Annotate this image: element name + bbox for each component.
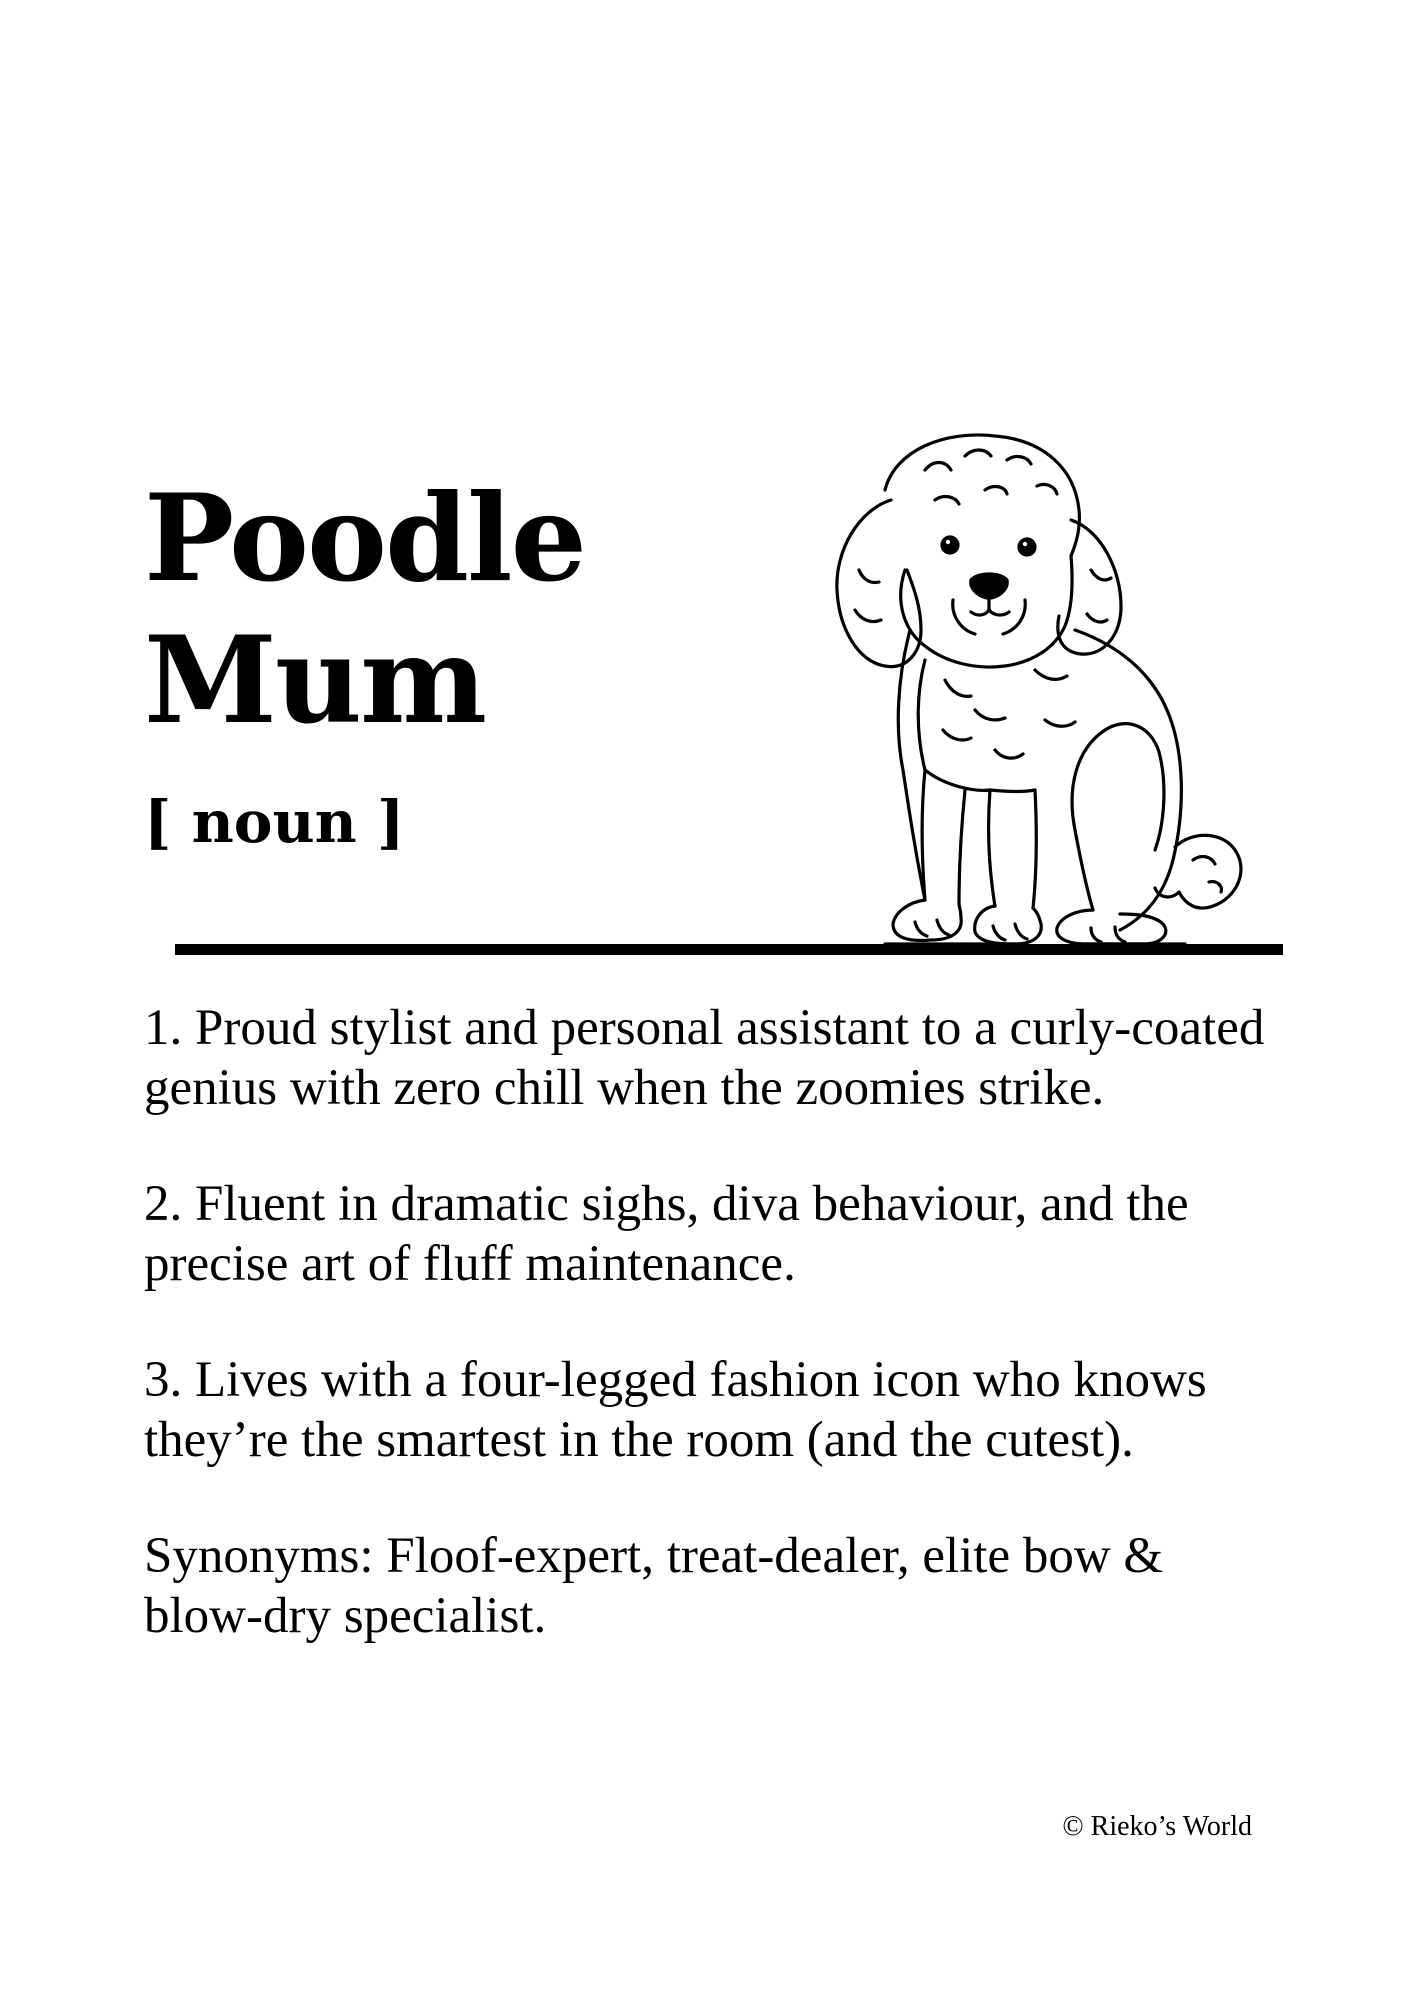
definition-list <box>144 998 1294 1702</box>
copyright-credit: © Rieko’s World <box>1062 1811 1252 1842</box>
definition-3: 3. Lives with a four-legged fashion icon who knows they’re the smartest in the room (and the cutest). <box>144 1352 1207 1468</box>
title-line-1: Poodle <box>144 468 585 609</box>
part-of-speech: [ noun ] <box>144 788 405 856</box>
page-title <box>144 468 585 752</box>
definition-2: 2. Fluent in dramatic sighs, diva behaviour, and the precise art of fluff maintenance. <box>144 1176 1189 1292</box>
definition-1: 1. Proud stylist and personal assistant to a curly-coated genius with zero chill when the zoomies strike. <box>144 1000 1265 1116</box>
synonyms: Synonyms: Floof-expert, treat-dealer, elite bow & blow-dry specialist. <box>144 1528 1164 1644</box>
divider-rule <box>175 944 1283 955</box>
title-line-2: Mum <box>144 610 486 751</box>
poodle-dog-icon <box>775 430 1275 950</box>
